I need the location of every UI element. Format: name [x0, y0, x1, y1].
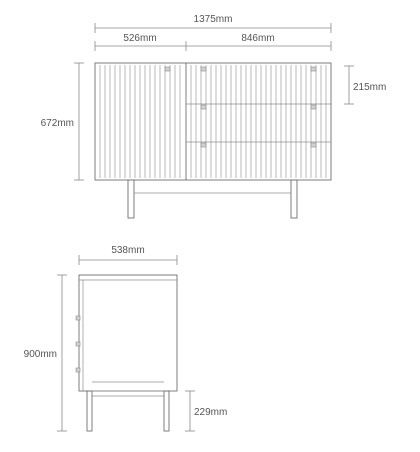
leg-height-label: 229mm — [194, 407, 228, 418]
front-base — [128, 180, 297, 218]
cabinet-side-outline — [79, 275, 177, 391]
front-view — [41, 14, 387, 218]
overall-width-label: 1375mm — [193, 14, 233, 25]
total-height-dimension — [24, 275, 67, 431]
leg-height-dimension — [185, 391, 227, 431]
depth-dimension — [79, 245, 177, 265]
door-handle — [165, 67, 170, 71]
body-height-label: 672mm — [40, 118, 74, 129]
drawer-height-label: 215mm — [353, 82, 387, 93]
right-leg — [291, 180, 297, 218]
depth-label: 538mm — [111, 245, 145, 256]
fluted-slats-right — [191, 65, 326, 178]
left-leg — [128, 180, 134, 218]
cabinet-front-outline — [95, 63, 331, 180]
left-section-width-label: 526mm — [123, 33, 157, 44]
side-base — [87, 382, 169, 431]
total-height-label: 900mm — [23, 349, 57, 360]
fluted-slats-left — [100, 65, 180, 178]
right-section-width-label: 846mm — [241, 33, 275, 44]
side-leg-left — [87, 391, 92, 431]
side-view — [24, 245, 228, 431]
drawer-height-dimension — [344, 66, 386, 104]
drawer-handles — [201, 67, 316, 147]
side-leg-right — [164, 391, 169, 431]
overall-width-dimension — [95, 14, 331, 33]
section-widths-dimension — [95, 33, 331, 51]
body-height-dimension — [41, 63, 84, 180]
